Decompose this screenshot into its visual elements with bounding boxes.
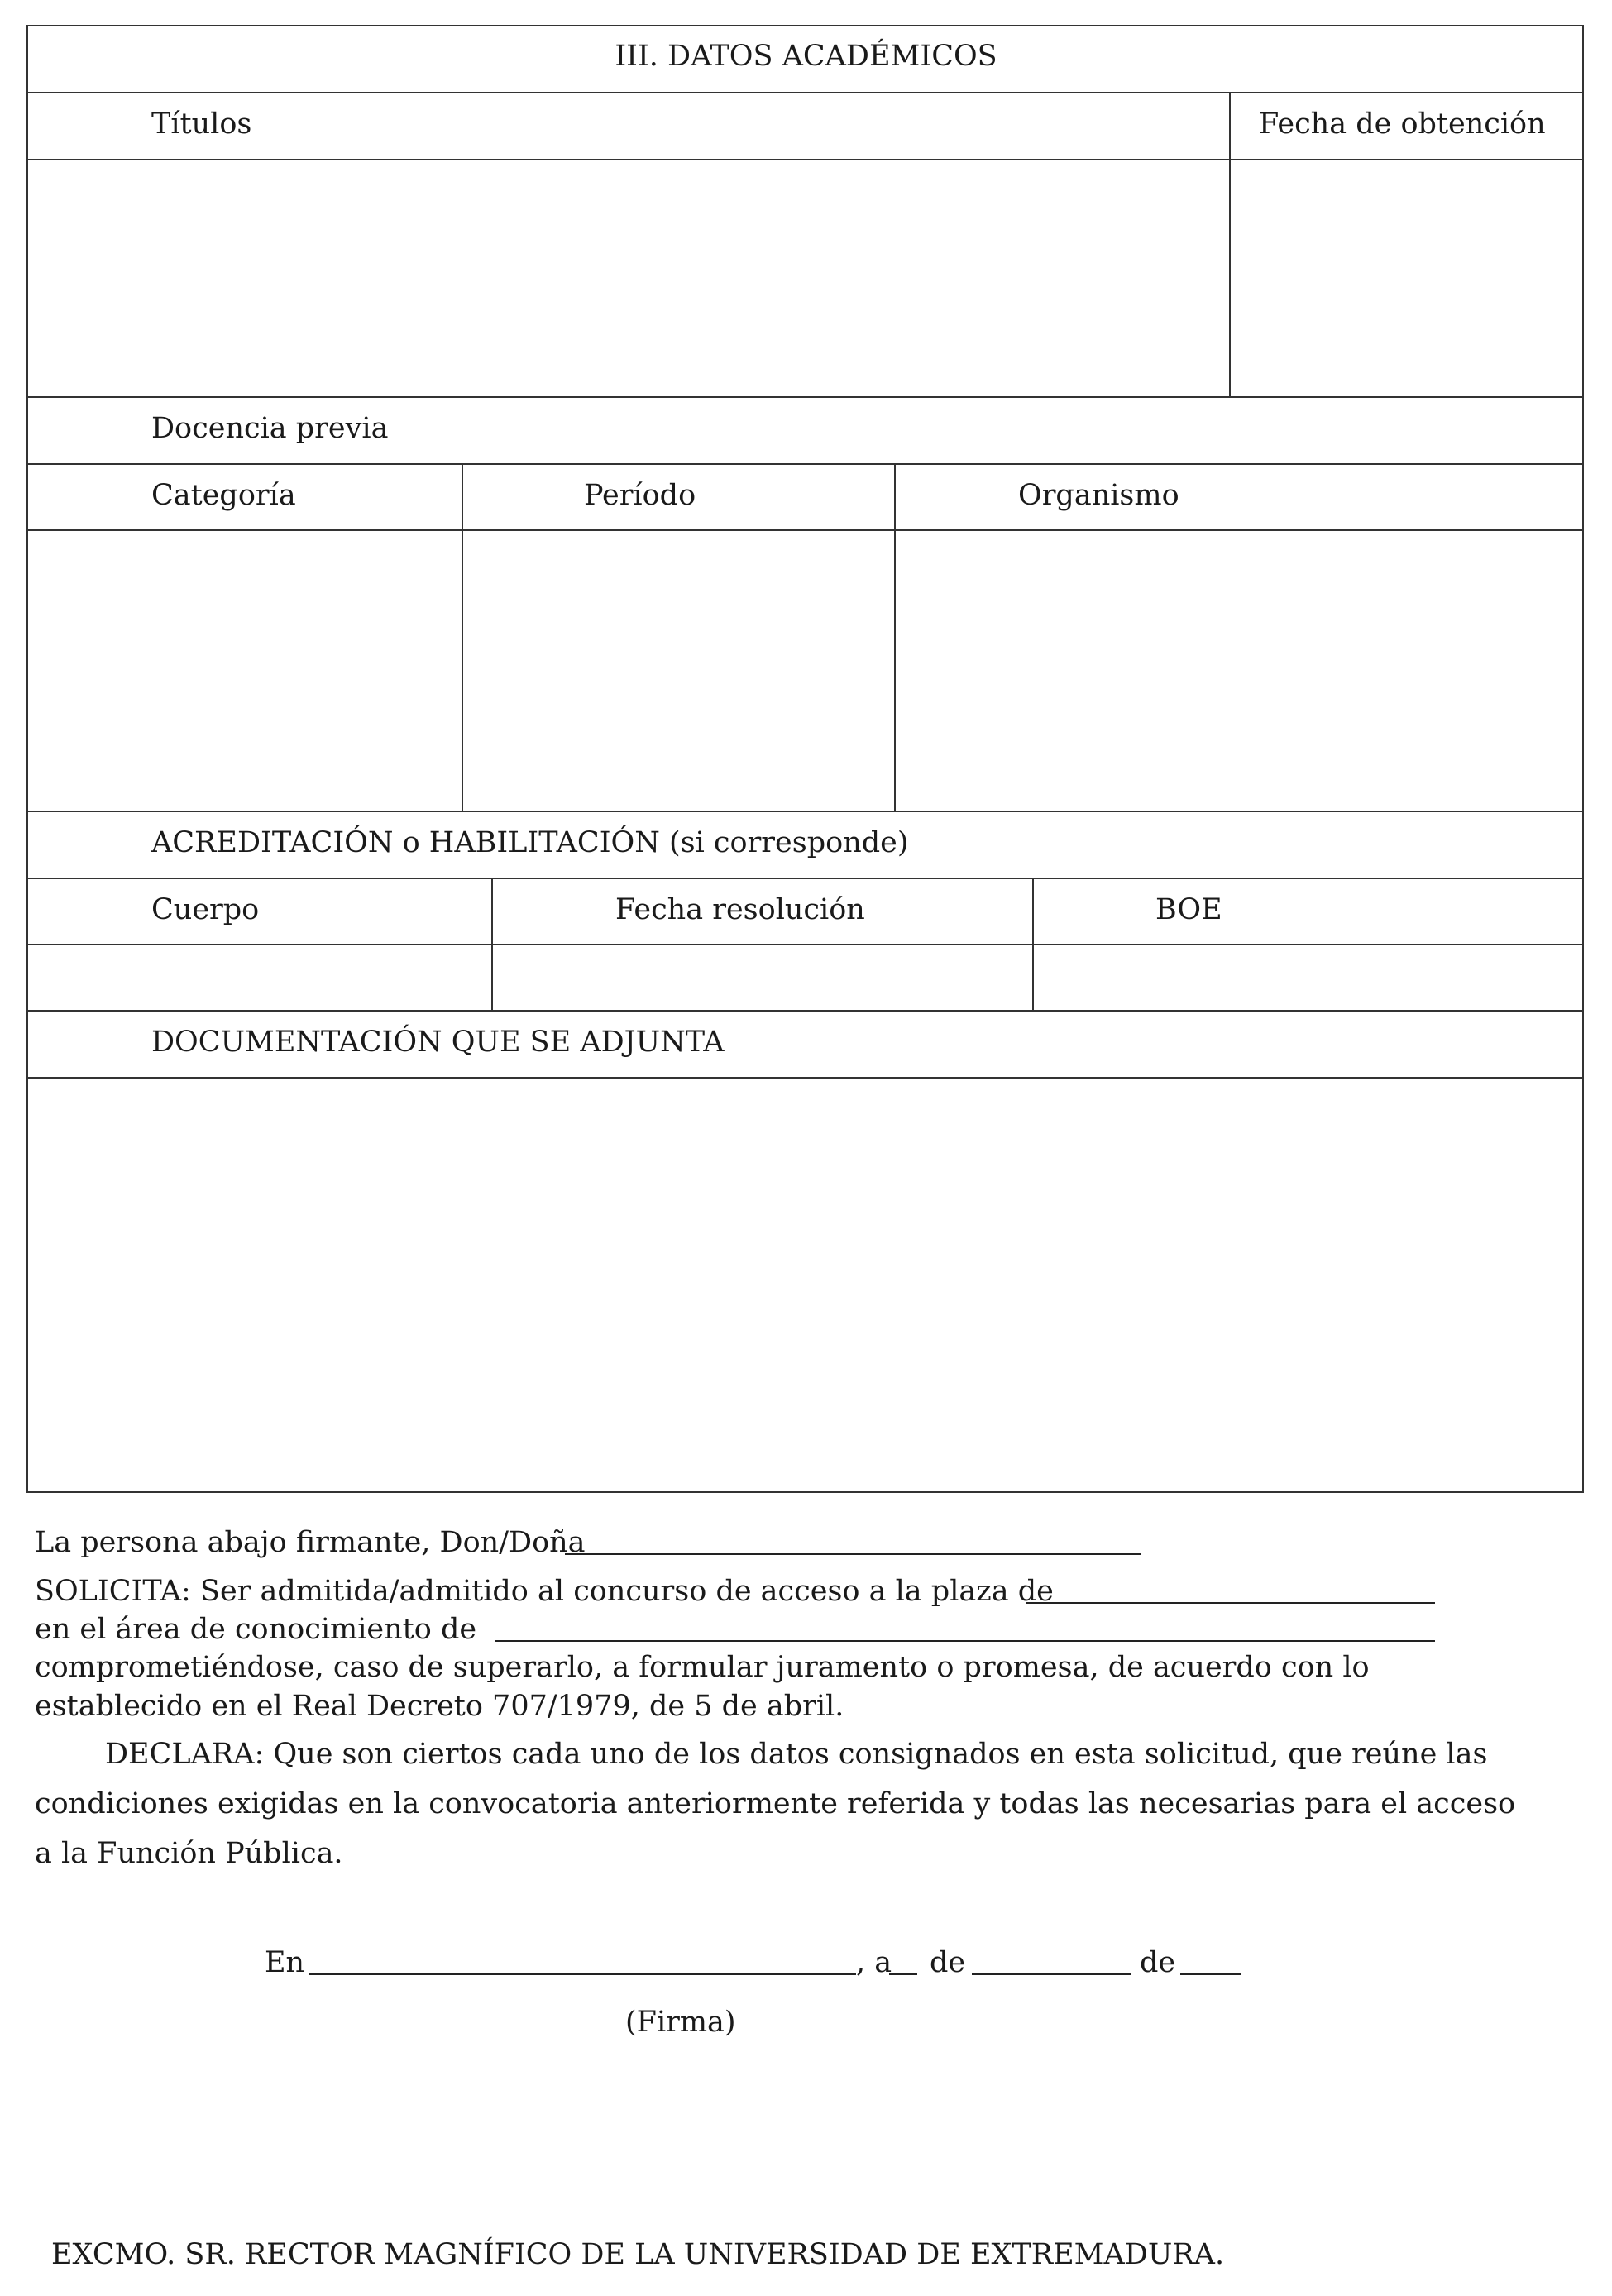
titulos-input-cell[interactable] — [28, 160, 1227, 395]
boe-input-cell[interactable] — [1034, 945, 1582, 1009]
solicita-line-3: comprometiéndose, caso de superarlo, a formular juramento o promesa, de acuerdo con lo — [35, 1651, 1370, 1684]
organismo-input-cell[interactable] — [896, 531, 1582, 810]
fecha-resolucion-input-cell[interactable] — [493, 945, 1031, 1009]
row-divider — [26, 811, 1584, 812]
documentacion-heading: DOCUMENTACIÓN QUE SE ADJUNTA — [151, 1026, 725, 1059]
cuerpo-label: Cuerpo — [151, 893, 260, 926]
organismo-label: Organismo — [1018, 479, 1179, 512]
mes-field[interactable] — [972, 1973, 1131, 1975]
fecha-resolucion-label: Fecha resolución — [615, 893, 865, 926]
solicita-line-4: establecido en el Real Decreto 707/1979, de 5 de abril. — [35, 1690, 844, 1723]
de-label-1: de — [930, 1946, 966, 1979]
declara-line-2: condiciones exigidas en la convocatoria anteriormente referida y todas las necesarias para el acceso — [35, 1787, 1516, 1820]
cuerpo-input-cell[interactable] — [28, 945, 490, 1009]
nombre-field[interactable] — [565, 1553, 1141, 1555]
titulos-label: Títulos — [151, 108, 252, 141]
documentacion-input-cell[interactable] — [28, 1079, 1582, 1491]
declara-line-1: DECLARA: Que son ciertos cada uno de los datos consignados en esta solicitud, que reúne las — [105, 1738, 1488, 1771]
row-divider — [26, 92, 1584, 93]
dia-field[interactable] — [889, 1973, 917, 1975]
declara-line-3: a la Función Pública. — [35, 1837, 343, 1870]
section-title: III. DATOS ACADÉMICOS — [615, 40, 997, 73]
fecha-obtencion-input-cell[interactable] — [1231, 160, 1582, 395]
categoria-label: Categoría — [151, 479, 296, 512]
a-label: , a — [856, 1946, 892, 1979]
periodo-label: Período — [584, 479, 696, 512]
acreditacion-heading: ACREDITACIÓN o HABILITACIÓN (si corresponde) — [151, 826, 909, 859]
area-conocimiento-field[interactable] — [495, 1640, 1435, 1642]
row-divider — [26, 396, 1584, 398]
firmante-text: La persona abajo firmante, Don/Doña — [35, 1526, 586, 1559]
row-divider — [26, 878, 1584, 879]
plaza-field[interactable] — [1026, 1602, 1435, 1604]
categoria-input-cell[interactable] — [28, 531, 460, 810]
row-divider — [26, 463, 1584, 465]
docencia-previa-heading: Docencia previa — [151, 412, 389, 445]
rector-address: EXCMO. SR. RECTOR MAGNÍFICO DE LA UNIVERSIDAD DE EXTREMADURA. — [51, 2238, 1225, 2271]
lugar-field[interactable] — [309, 1973, 856, 1975]
de-label-2: de — [1140, 1946, 1176, 1979]
boe-label: BOE — [1155, 893, 1222, 926]
periodo-input-cell[interactable] — [463, 531, 892, 810]
firma-label: (Firma) — [625, 2006, 736, 2039]
en-label: En — [265, 1946, 305, 1979]
fecha-obtencion-label: Fecha de obtención — [1259, 108, 1546, 141]
solicita-line-1: SOLICITA: Ser admitida/admitido al concurso de acceso a la plaza de — [35, 1575, 1054, 1608]
row-divider — [26, 1010, 1584, 1012]
anio-field[interactable] — [1180, 1973, 1241, 1975]
solicita-line-2: en el área de conocimiento de — [35, 1613, 477, 1646]
